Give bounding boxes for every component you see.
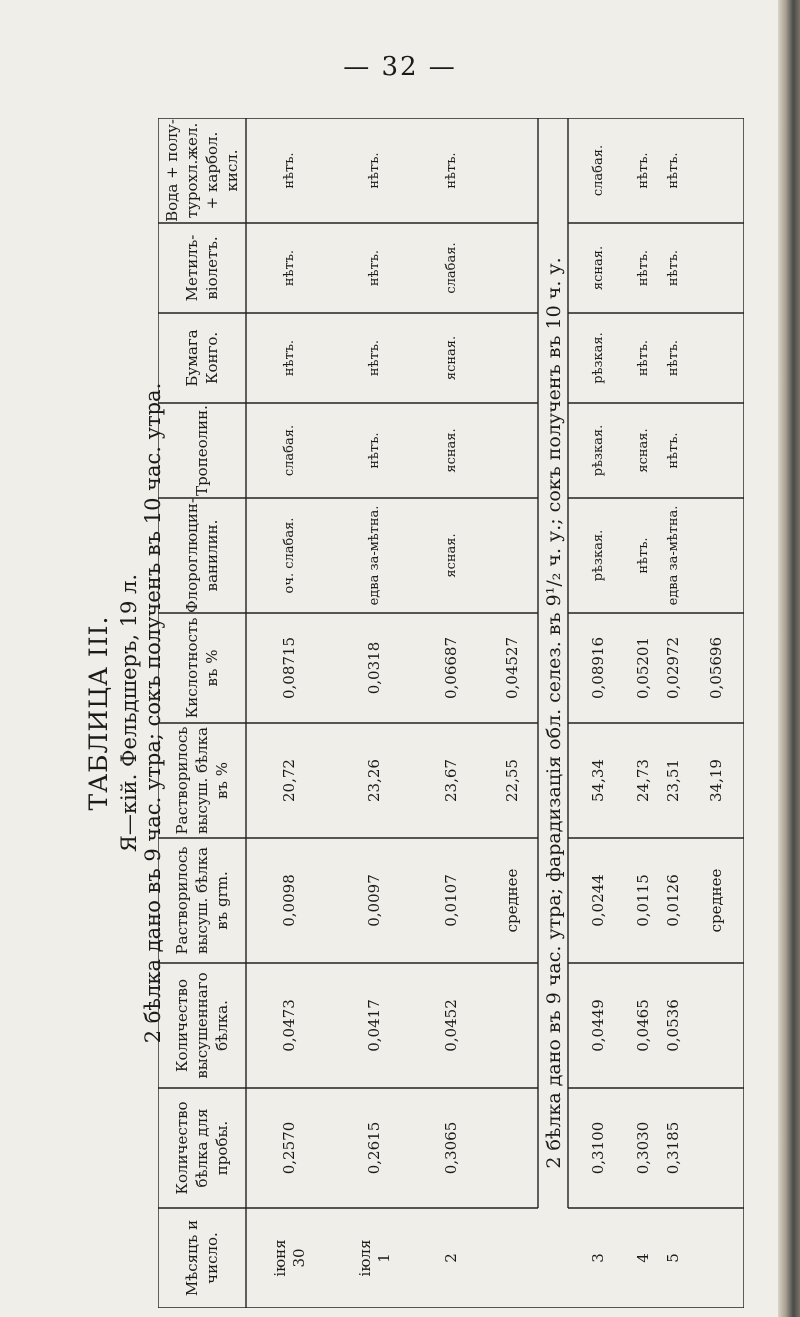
table-cell-acid: 0,08715 [280, 636, 298, 700]
table-cell-iron [486, 118, 538, 223]
table-cell-dry [688, 963, 744, 1088]
table-cell-pct: 24,73 [633, 759, 652, 802]
table-cell-prob: 0,2615 [365, 1121, 383, 1175]
column-header: Метилъ-віолетъ. [183, 234, 221, 302]
book-edge [778, 0, 800, 1317]
table-cell-iron: слабая. [590, 144, 606, 197]
table-cell-congo: нѣтъ. [635, 339, 651, 377]
table-cell-iron: нѣтъ. [635, 152, 651, 189]
date-part: 5 [663, 1253, 682, 1263]
table-cell-congo [486, 313, 538, 403]
table-cell-methyl: нѣтъ. [367, 249, 382, 287]
table-cell-methyl: нѣтъ. [282, 249, 297, 287]
column-header: Бумага Конго. [183, 329, 221, 387]
data-table [158, 118, 744, 1308]
table-cell-phloro: едва за-мѣтна. [367, 505, 382, 606]
table-cell-congo: ясная. [443, 335, 459, 381]
date-cell [688, 1208, 744, 1308]
date-cell [333, 1208, 416, 1308]
column-header: Растворилось высуш. бѣлка въ grm. [173, 846, 231, 955]
table-cell-acid: 0,06687 [441, 636, 460, 700]
table-cell-dry [486, 963, 538, 1088]
table-cell-dry: 0,0452 [441, 999, 460, 1052]
caption-line: 2 бѣлка дано въ 9 час. утра; сокъ полученъ въ 10 час. утра. [141, 382, 165, 1044]
table-title: ТАБЛИЦА III. [84, 615, 113, 811]
date-cell [628, 1208, 658, 1308]
date-cell [658, 1208, 688, 1308]
date-cell [416, 1208, 486, 1308]
table-cell-dry: 0,0449 [588, 999, 607, 1052]
date-part: іюня [270, 1239, 289, 1277]
table-cell-pct: 20,72 [280, 759, 298, 802]
table-cell-methyl [688, 223, 744, 313]
table-cell-grm: 0,0107 [441, 874, 460, 927]
table-cell-trop: рѣзкая. [590, 424, 606, 477]
table-cell-acid: 0,04527 [502, 636, 521, 700]
column-header: Флороглюцин-ванилин. [183, 498, 221, 613]
table-cell-methyl: ясная. [590, 245, 606, 291]
table-cell-phloro: оч. слабая. [282, 517, 297, 594]
table-cell-dry: 0,0417 [365, 999, 383, 1052]
table-cell-pct: 22,55 [502, 759, 521, 802]
table-cell-prob: 0,3065 [441, 1121, 460, 1175]
table-cell-methyl: нѣтъ. [665, 249, 681, 287]
table-cell-phloro: едва за-мѣтна. [665, 505, 681, 606]
table-cell-prob: 0,3030 [633, 1121, 652, 1175]
rotated-page-content [84, 118, 744, 1308]
table-cell-iron: нѣтъ. [665, 152, 681, 189]
table-cell-methyl [486, 223, 538, 313]
table-cell-trop: ясная. [443, 428, 459, 473]
date-cell [486, 1208, 538, 1308]
table-cell-pct: 54,34 [588, 759, 607, 802]
table-cell-phloro [688, 498, 744, 613]
table-cell-grm: 0,0115 [633, 874, 652, 927]
table-cell-pct: 23,26 [365, 759, 383, 802]
table-cell-grm: среднее [706, 868, 725, 933]
table-cell-phloro: нѣтъ. [635, 537, 651, 574]
table-cell-acid: 0,02972 [663, 636, 682, 700]
table-cell-congo: рѣзкая. [590, 332, 606, 384]
table-cell-phloro: ясная. [443, 533, 459, 578]
table-cell-trop [688, 403, 744, 498]
table-cell-dry: 0,0536 [663, 999, 682, 1052]
date-part: 2 [441, 1253, 460, 1263]
separator-note: 2 бѣлка дано въ 9 час. утра; фарадизація обл. селез. въ 9¹/₂ ч. у.; сокъ полученъ въ 10 ч. у. [543, 257, 565, 1169]
table-cell-methyl: нѣтъ. [635, 249, 651, 287]
table-cell-pct: 34,19 [706, 759, 725, 802]
date-cell [568, 1208, 628, 1308]
table-cell-pct: 23,51 [663, 759, 682, 802]
table-cell-acid: 0,08916 [588, 636, 607, 700]
column-header: Количество бѣлка для пробы. [173, 1101, 231, 1195]
table-cell-grm: 0,0097 [365, 874, 383, 927]
table-cell-methyl: слабая. [443, 242, 459, 294]
table-cell-grm: среднее [502, 868, 521, 933]
table-cell-prob: 0,2570 [280, 1121, 298, 1175]
table-cell-pct: 23,67 [441, 759, 460, 802]
table-cell-congo: нѣтъ. [665, 339, 681, 377]
date-part: 4 [633, 1253, 652, 1263]
date-part: 3 [588, 1253, 607, 1263]
table-cell-trop: нѣтъ. [367, 432, 382, 469]
table-cell-trop: нѣтъ. [665, 432, 681, 469]
table-cell-trop [486, 403, 538, 498]
table-cell-trop: ясная. [635, 428, 651, 473]
table-cell-prob: 0,3100 [588, 1121, 607, 1175]
table-cell-acid: 0,0318 [365, 641, 383, 695]
subject-line: Я—кій. Фельдшеръ, 19 л. [117, 573, 141, 853]
table-cell-acid: 0,05201 [633, 636, 652, 700]
table-cell-prob: 0,3185 [663, 1121, 682, 1175]
table-cell-grm: 0,0126 [663, 874, 682, 927]
table-cell-phloro: рѣзкая. [590, 529, 606, 582]
table-cell-congo [688, 313, 744, 403]
date-cell [246, 1208, 333, 1308]
table-cell-dry: 0,0465 [633, 999, 652, 1052]
table-cell-iron [688, 118, 744, 223]
column-header: Кислотность въ % [183, 617, 221, 719]
column-header: Мѣсяцъ и число. [183, 1219, 221, 1297]
page-number: — 32 — [343, 52, 457, 82]
table-cell-iron: нѣтъ. [443, 152, 459, 189]
table-cell-grm: 0,0244 [588, 874, 607, 927]
table-cell-iron: нѣтъ. [282, 152, 297, 189]
column-header: Растворилось высуш. бѣлка въ % [173, 726, 231, 835]
table-cell-congo: нѣтъ. [367, 339, 382, 377]
date-part: 30 [289, 1248, 308, 1268]
column-header: Тропеолин. [193, 405, 211, 496]
column-header: Вода + полу-турохл.жел. + карбол. кисл. [163, 119, 241, 222]
table-cell-iron: нѣтъ. [367, 152, 382, 189]
table-cell-dry: 0,0473 [280, 999, 298, 1052]
table-cell-prob [688, 1088, 744, 1208]
table-cell-trop: слабая. [282, 424, 297, 477]
table-cell-prob [486, 1088, 538, 1208]
table-cell-grm: 0,0098 [280, 874, 298, 927]
table-cell-acid: 0,05696 [706, 636, 725, 700]
date-part: іюля [355, 1239, 374, 1277]
column-header: Количество высушеннаго бѣлка. [173, 972, 231, 1079]
table-cell-phloro [486, 498, 538, 613]
table-cell-congo: нѣтъ. [282, 339, 297, 377]
date-part: 1 [374, 1253, 393, 1263]
